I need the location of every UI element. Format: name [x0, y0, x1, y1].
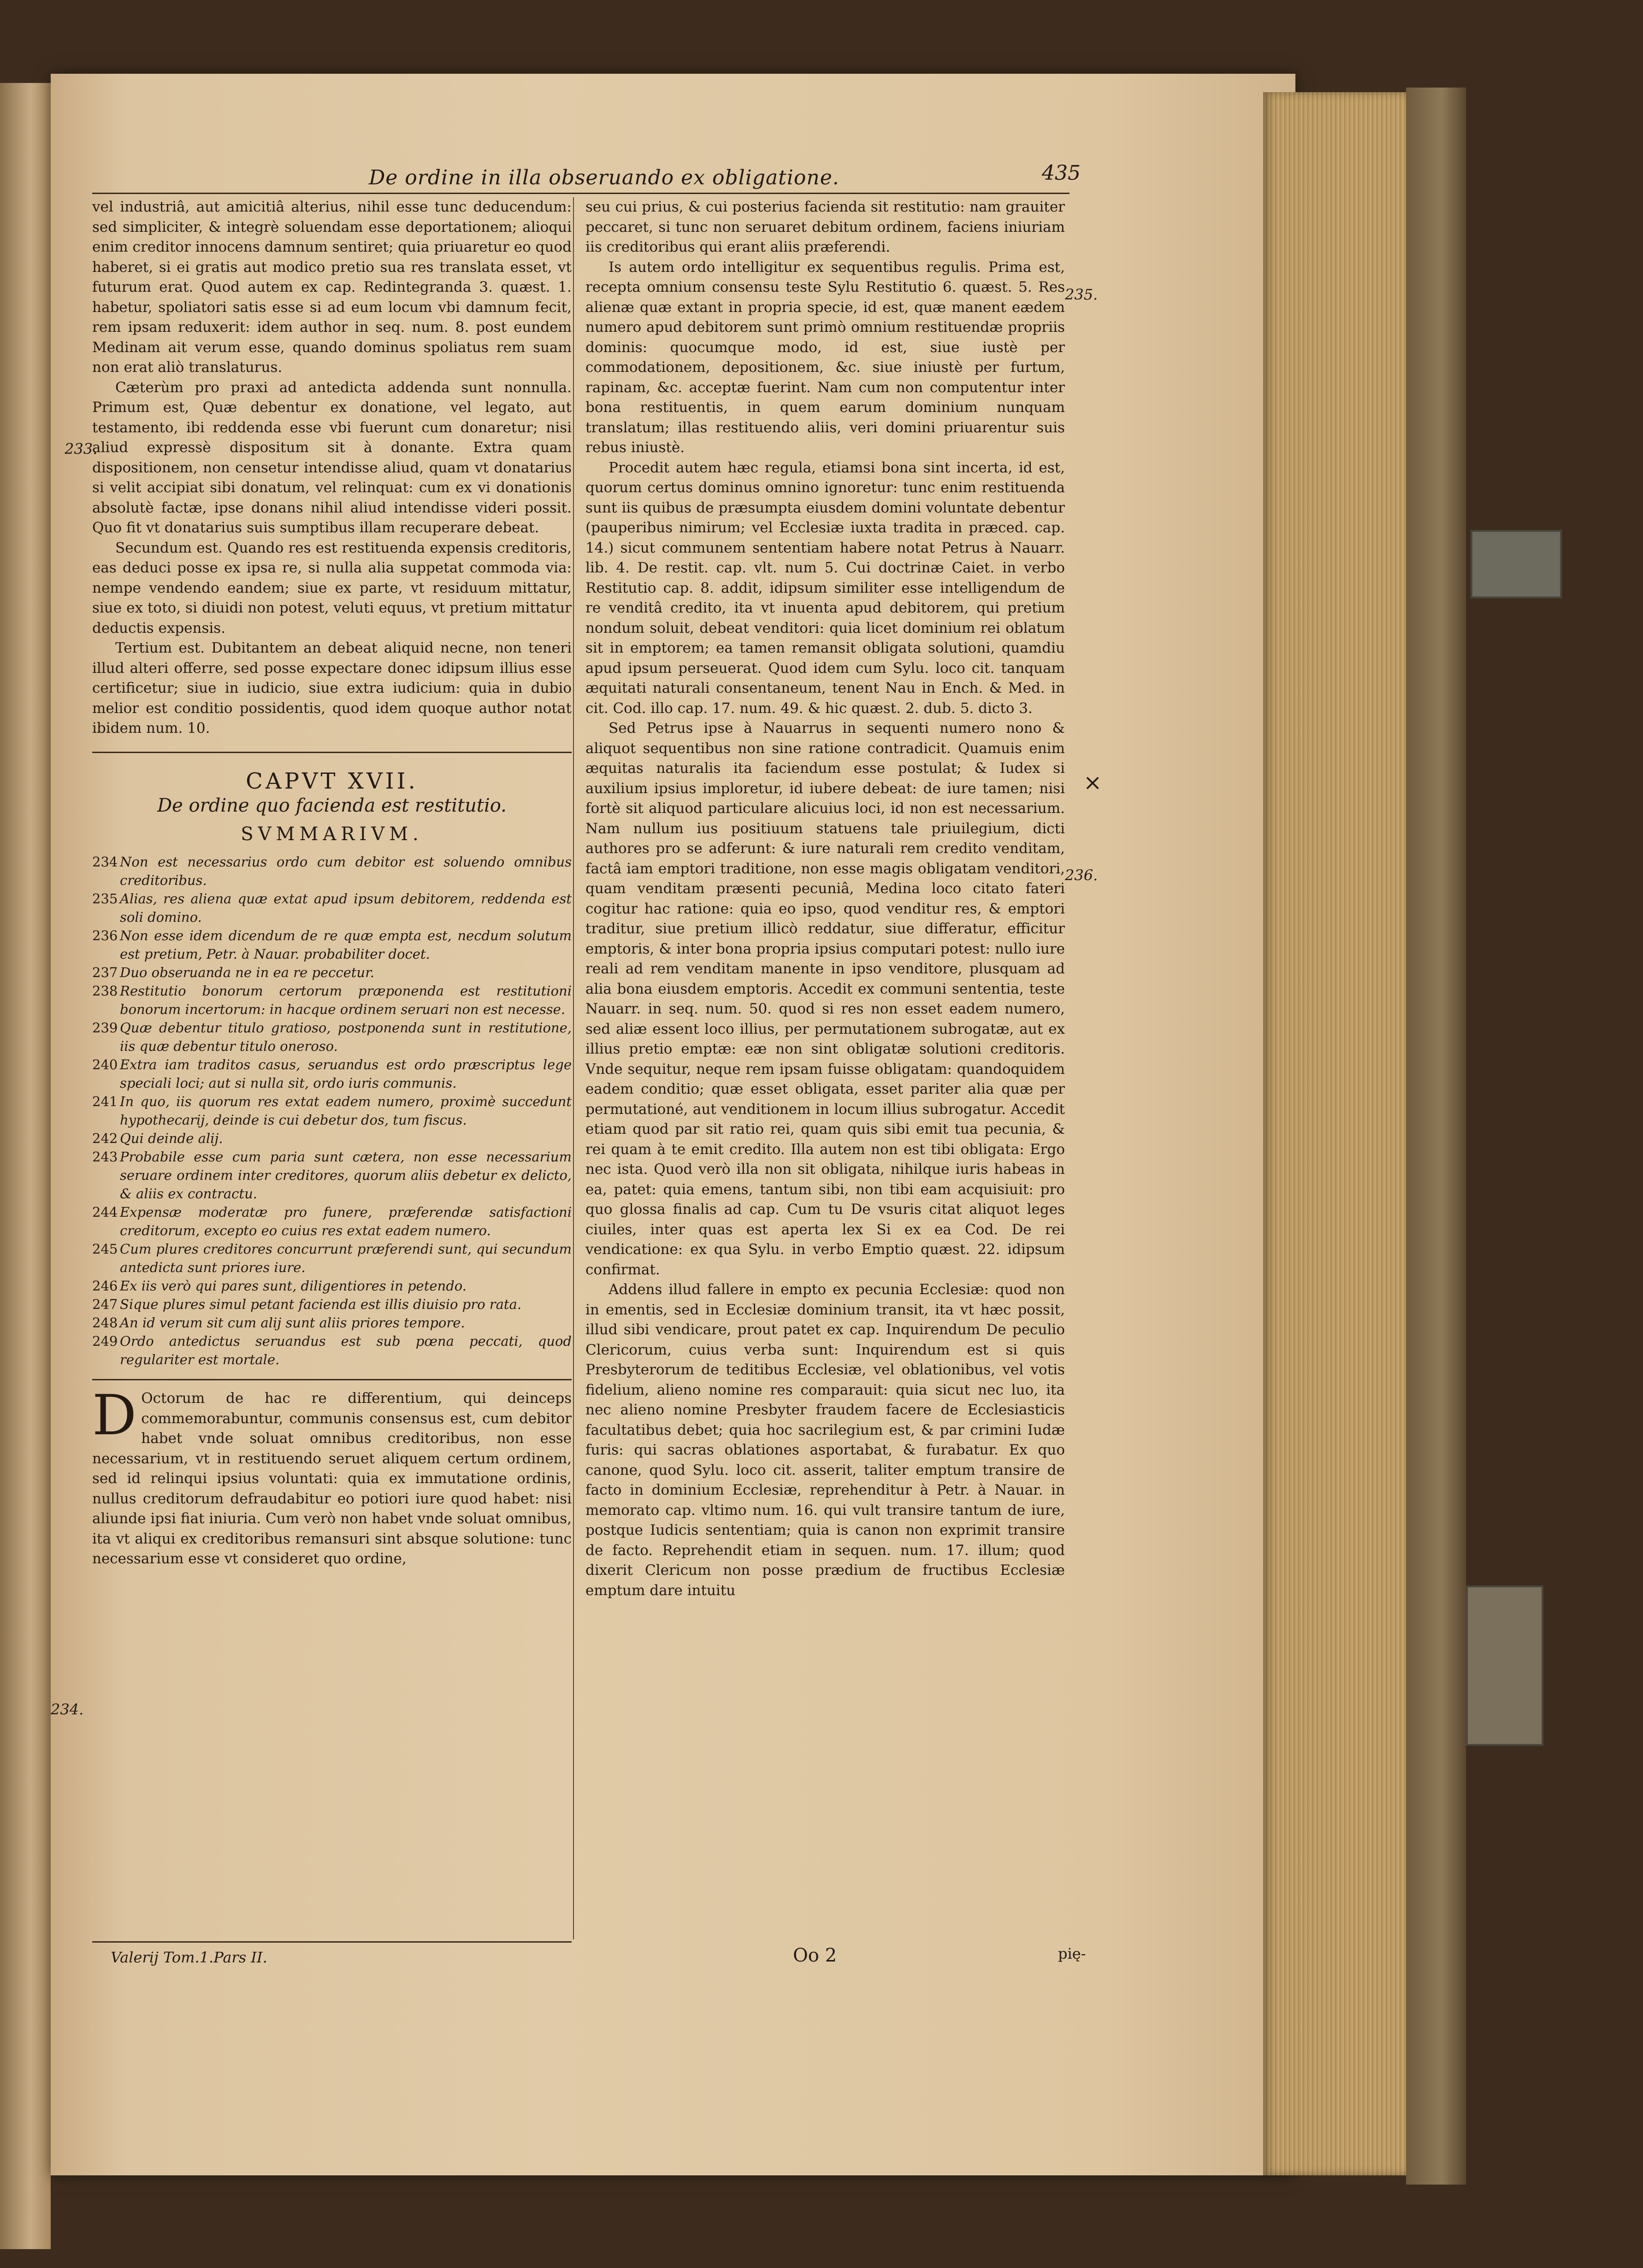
page-tab-upper	[1471, 530, 1562, 598]
summary-item: 240 Extra iam traditos casus, seruandus est ordo præscriptus lege speciali loci; aut si nulla sit, ordo iuris communis.	[92, 1057, 572, 1091]
column-divider	[573, 197, 574, 1939]
summarium-heading: SVMMARIVM.	[241, 823, 423, 845]
summary-item: 235 Alias, res aliena quæ extat apud ipsum debitorem, reddenda est soli domino.	[92, 891, 572, 925]
catchword: pię-	[1058, 1945, 1086, 1962]
margin-note-236: 236.	[1065, 866, 1098, 884]
left-paragraph-1: vel industriâ, aut amicitiâ alterius, nihil esse tunc deducendum: sed simpliciter, & integrè soluendam esse deportationem; alioqui enim creditor innocens damnum sentiret; quia priuaretur eo quod haberet, si ei gratis aut modico pretio sua res translata esset, vt futurum erat. Quod autem ex cap. Redintegranda 3. quæst. 1. habetur, spoliatori satis esse si ad eum locum vbi damnum fecit, rem ipsam reduxerit: idem author in seq. num. 8. post eundem Medinam ait verum esse, quando dominus spoliatus rem suam non erat aliò translaturus.	[92, 199, 572, 376]
right-paragraph-3: Procedit autem hæc regula, etiamsi bona sint incerta, id est, quorum certus dominus omnino ignoretur: tunc enim restituenda sunt iis quibus de præsumpta eiusdem domini voluntate debentur (pauperibus nimirum; vel Ecclesiæ iuxta tradita in præced. cap. 14.) sicut communem sententiam habere notat Petrus à Nauarr. lib. 4. De restit. cap. vlt. num 5. Cui doctrinæ Caiet. in verbo Restitutio cap. 8. addit, idipsum similiter esse intelligendum de re venditâ credito, ita vt inuenta apud debitorem, qui pretium nondum soluit, debeat venditori: quia licet dominium rei oblatum sit in emptorem; ea tamen remansit obligata solutioni, quamdiu apud ipsum perseuerat. Quod idem cum Sylu. loco cit. tanquam æquitati naturali consentaneum, tenent Nau in Ench. & Med. in cit. Cod. illo cap. 17. num. 49. & hic quæst. 2. dub. 5. dicto 3.	[585, 459, 1065, 717]
summary-item: 247 Sique plures simul petant facienda est illis diuisio pro rata.	[92, 1296, 522, 1312]
summary-item: 241 In quo, iis quorum res extat eadem numero, proximè succedunt hypothecarij, deinde is cui debetur dos, tum fiscus.	[92, 1094, 572, 1128]
summary-item: 234 Non est necessarius ordo cum debitor est soluendo omnibus creditoribus.	[92, 854, 572, 888]
margin-note-234: 234.	[51, 1701, 84, 1718]
left-paragraph-2: Cæterùm pro praxi ad antedicta addenda sunt nonnulla. Primum est, Quæ debentur ex donatione, vel legato, aut testamento, ibi reddenda esse vbi fuerunt cum donaretur; nisi aliud expressè dispositum sit à donante. Extra quam dispositionem, non censetur intendisse aliud, quam vt donatarius si velit accipiat sibi donatum, vel relinquat: cum ex vi donationis absolutè factæ, ipse donans nihil aliud intendisse videri possit. Quo fit vt donatarius suis sumptibus illam recuperare debeat.	[92, 379, 572, 536]
drop-capital: D	[92, 1384, 137, 1448]
summary-item: 249 Ordo antedictus seruandus est sub pœna peccati, quod regulariter est mortale.	[92, 1333, 572, 1367]
page-number: 435	[1042, 161, 1081, 185]
margin-note-233: 233.	[65, 440, 98, 458]
book-cover-edge	[1406, 88, 1466, 2185]
summary-item: 238 Restitutio bonorum certorum præponenda est restitutioni bonorum incertorum: in hacque ordinem seruari non est necesse.	[92, 983, 572, 1017]
header-rule	[92, 193, 1070, 194]
chapter-rule	[92, 752, 572, 753]
footer-rule	[92, 1941, 572, 1943]
left-paragraph-3: Secundum est. Quando res est restituenda expensis creditoris, eas deduci posse ex ipsa re, si nulla alia suppetat commoda via: nempe vendendo eandem; siue ex parte, vt residuum mittatur, siue ex toto, si diuidi non potest, veluti equus, vt pretium mittatur deductis expensis.	[92, 539, 572, 636]
summary-rule	[92, 1379, 572, 1380]
summary-item: 242 Qui deinde alij.	[92, 1131, 223, 1146]
footer-volume: Valerij Tom.1.Pars II.	[111, 1949, 267, 1966]
chapter-heading: CAPVT XVII.	[246, 768, 418, 794]
summary-item: 246 Ex iis verò qui pares sunt, diligentiores in petendo.	[92, 1278, 467, 1294]
summary-item: 244 Expensæ moderatæ pro funere, præferendæ satisfactioni creditorum, excepto eo cuius res extat eadem numero.	[92, 1204, 572, 1238]
summary-item: 236 Non esse idem dicendum de re quæ empta est, necdum solutum est pretium, Petr. à Nauar. probabiliter docet.	[92, 928, 572, 962]
signature-mark: Oo 2	[793, 1945, 837, 1966]
summary-item: 243 Probabile esse cum paria sunt cætera, non esse necessarium seruare ordinem inter creditores, quorum aliis debetur ex delicto, & aliis ex contractu.	[92, 1149, 572, 1202]
page-tab-lower	[1466, 1585, 1543, 1746]
page-block-edges	[1263, 92, 1415, 2175]
summary-list	[92, 853, 572, 1369]
right-paragraph-5: Addens illud fallere in empto ex pecunia Ecclesiæ: quod non in ementis, sed in Ecclesiæ dominium transit, ita vt hæc possit, illud sibi vendicare, prout patet ex cap. Inquirendum De peculio Clericorum, cuius verba sunt: Inquirendum est si quis Presbyterorum de teditibus Ecclesiæ, vel oblationibus, vel votis fidelium, alieno nomine res comparauit: quia sicut nec luo, ita nec alieno nomine Presbyter fraudem facere de Ecclesiasticis facultatibus debet; quia hoc sacrilegium est, & par crimini Iudæ furis: qui sacras oblationes asportabat, & furabatur. Ex quo canone, quod Sylu. loco cit. asserit, taliter emptum transire de facto in dominium Ecclesiæ, reprehenditur à Petr. à Nauar. in memorato cap. vltimo num. 16. qui vult transire tantum de iure, postque Iudicis sententiam; quia is canon non exprimit transire de facto. Reprehendit etiam in sequen. num. 17. illum; quod dixerit Clericum non posse prædium de fructibus Ecclesiæ emptum dare intuitu	[585, 1281, 1065, 1599]
running-head: De ordine in illa obseruando ex obligatione.	[369, 166, 839, 189]
left-paragraph-4: Tertium est. Dubitantem an debeat aliquid necne, non teneri illud alteri offerre, sed posse expectare donec idipsum illius esse certificetur; siue in iudicio, siue extra iudicium: quia in dubio melior est conditio possidentis, quod idem quoque author notat ibidem num. 10.	[92, 640, 572, 736]
summary-item: 237 Duo obseruanda ne in ea re peccetur.	[92, 965, 374, 980]
margin-note-235: 235.	[1065, 286, 1098, 303]
summary-item: 245 Cum plures creditores concurrunt præferendi sunt, qui secundum antedicta sunt priores iure.	[92, 1241, 572, 1275]
summary-item: 239 Quæ debentur titulo gratioso, postponenda sunt in restitutione, iis quæ debentur titulo oneroso.	[92, 1020, 572, 1054]
chapter-opening-paragraph: D Octorum de hac re differentium, qui deinceps commemorabuntur, communis consensus est, cum debitor habet vnde soluat omnibus creditoribus, non esse necessarium, vt in restituendo seruet aliquem certum ordinem, sed id relinqui ipsius voluntati: quia ex immutatione ordinis, nullus creditorum defraudabitur eo potiori iure quod habet: nisi aliunde ipsi fiat iniuria. Cum verò non habet vnde soluat omnibus, ita vt aliqui ex creditoribus remansuri sint absque solutione: tunc necessarium esse vt consideret quo ordine,	[92, 1384, 572, 1567]
left-column	[92, 197, 572, 1939]
summary-item: 248 An id verum sit cum alij sunt aliis priores tempore.	[92, 1315, 465, 1331]
right-paragraph-4: Sed Petrus ipse à Nauarrus in sequenti numero nono & aliquot sequentibus non sine ratione contradicit. Quamuis enim æquitas naturalis ita faciendum esse postulat; & Iudex si auxilium ipsius imploretur, id iubere debeat: de iure tamen; nisi fortè sit aliquod particulare alicuius loci, id non est necessarium. Nam nullum ius positiuum statuens tale priuilegium, dicti authores pro se adferunt: & iure naturali rem credito venditam, factâ iam emptori traditione, non esse magis obligatam venditori, quam venditam præsenti pecuniâ, Medina loco citato fateri cogitur hac ratione: quia eo ipso, quod venditur res, & emptori traditur, siue pretium illicò reddatur, siue differatur, efficitur emptoris, & inter bona propria ipsius computari potest: nullo iure reali ad rem venditam manente in ipso venditore, plusquam ad alia bona eiusdem emptoris. Accedit ex communi sententia, teste Nauarr. in seq. num. 50. quod si res non esset eadem numero, sed aliæ essent loco illius, per permutationem subrogatæ, aut ex illius pretio emptæ: eæ non sint obligatæ solutioni creditoris. Vnde sequitur, neque rem ipsam fuisse obligatam: quandoquidem eadem conditio; quæ esset obligata, esset pariter alia quæ per permutationé, aut venditionem in locum illius subrogatur. Accedit etiam quod par sit ratio rei, quam quis sibi emit tua pecunia, & rei quam à te emit credito. Illa autem non est tibi obligata: Ergo nec ista. Quod verò illa non sit obligata, nihilque iuris habeas in ea, patet: quia emens, tantum sibi, non tibi eam acquisiuit: pro quo glossa finalis ad cap. Cum tu De vsuris citat aliquot leges ciuiles, inter quas est aperta lex Si ex ea Cod. De rei vendicatione: ex qua Sylu. in verbo Emptio quæst. 22. idipsum confirmat.	[585, 720, 1065, 1278]
right-paragraph-2: Is autem ordo intelligitur ex sequentibus regulis. Prima est, recepta omnium consensu teste Sylu Restitutio 6. quæst. 5. Res alienæ quæ extant in propria specie, id est, quæ manent eædem numero apud debitorem sunt primò omnium restituendæ propriis dominis: quocumque modo, id est, siue iustè per commodationem, depositionem, &c. siue iniustè per furtum, rapinam, &c. acceptæ fuerint. Nam cum non computentur inter bona restituentis, in quem earum dominium nunquam translatum; illas restituendo aliis, veri domini priuarentur suis rebus iniustè.	[585, 259, 1065, 456]
right-column	[585, 197, 1065, 1939]
chapter-title: De ordine quo facienda est restitutio.	[157, 795, 507, 816]
facing-page-edge	[0, 83, 51, 2249]
right-paragraph-1: seu cui prius, & cui posterius facienda sit restitutio: nam grauiter peccaret, si tunc non seruaret debitum ordinem, faciens iniuriam iis creditoribus qui erant aliis præferendi.	[585, 199, 1065, 255]
cross-mark: ×	[1083, 770, 1102, 795]
